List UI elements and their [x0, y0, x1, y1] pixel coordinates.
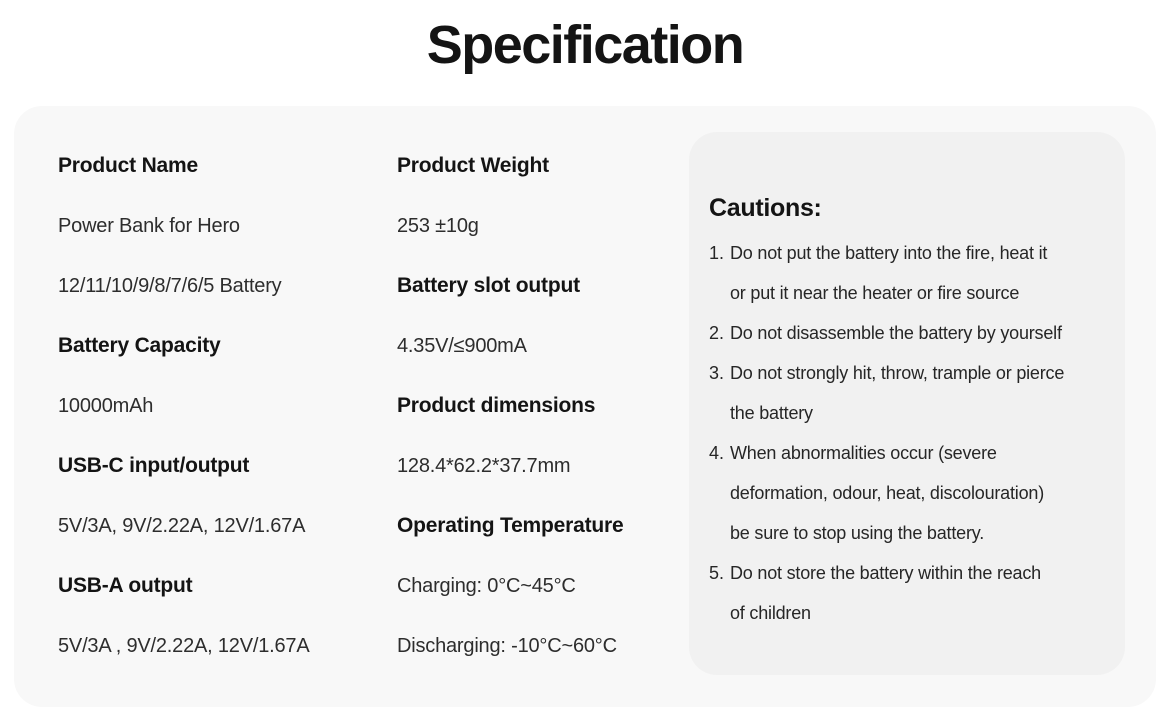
spec-column-left [58, 136, 309, 676]
caution-item-number: 1. [709, 243, 725, 263]
spec-value: Charging: 0°C~45°C [397, 574, 576, 597]
caution-item-text [730, 433, 1103, 553]
caution-item-text [730, 233, 1103, 313]
page-title: Specification [426, 15, 744, 75]
cautions-heading: Cautions: [709, 194, 822, 222]
caution-item [709, 433, 1103, 553]
spec-label: Product dimensions [397, 394, 596, 417]
caution-item-line: the battery [730, 403, 813, 423]
caution-item-line: or put it near the heater or fire source [730, 283, 1020, 303]
caution-item-line: Do not disassemble the battery by yourself [730, 323, 1062, 343]
spec-value: 5V/3A, 9V/2.22A, 12V/1.67A [58, 514, 306, 537]
caution-item-number: 5. [709, 563, 725, 583]
caution-item-line: of children [730, 603, 811, 623]
spec-column-middle [397, 136, 623, 676]
spec-label: Product Weight [397, 154, 549, 177]
spec-value: 5V/3A , 9V/2.22A, 12V/1.67A [58, 634, 310, 657]
spec-card [14, 106, 1156, 707]
spec-label: Product Name [58, 154, 198, 177]
cautions-list [709, 233, 1103, 633]
caution-item [709, 553, 1103, 633]
spec-label: Battery slot output [397, 274, 580, 297]
caution-item-number: 4. [709, 443, 725, 463]
caution-item-number: 2. [709, 323, 725, 343]
spec-value: 253 ±10g [397, 214, 479, 237]
spec-label: Battery Capacity [58, 334, 221, 357]
spec-value: Discharging: -10°C~60°C [397, 634, 617, 657]
caution-item-line: When abnormalities occur (severe [730, 443, 997, 463]
spec-value: 128.4*62.2*37.7mm [397, 454, 571, 477]
spec-value: 10000mAh [58, 394, 154, 417]
caution-item-line: Do not strongly hit, throw, trample or pierce [730, 363, 1065, 383]
spec-label: Operating Temperature [397, 514, 624, 537]
caution-item-line: deformation, odour, heat, discolouration) [730, 483, 1044, 503]
spec-value: 12/11/10/9/8/7/6/5 Battery [58, 274, 282, 297]
caution-item [709, 313, 1103, 353]
caution-item-text [730, 313, 1103, 353]
caution-item-line: Do not store the battery within the reach [730, 563, 1041, 583]
caution-item-text [730, 353, 1103, 433]
cautions-box [689, 132, 1125, 675]
caution-item-number: 3. [709, 363, 725, 383]
caution-item [709, 233, 1103, 313]
caution-item-line: Do not put the battery into the fire, heat it [730, 243, 1048, 263]
caution-item-text [730, 553, 1103, 633]
spec-value: 4.35V/≤900mA [397, 334, 527, 357]
caution-item-line: be sure to stop using the battery. [730, 523, 985, 543]
spec-value: Power Bank for Hero [58, 214, 240, 237]
spec-label: USB-A output [58, 574, 193, 597]
spec-label: USB-C input/output [58, 454, 250, 477]
caution-item [709, 353, 1103, 433]
